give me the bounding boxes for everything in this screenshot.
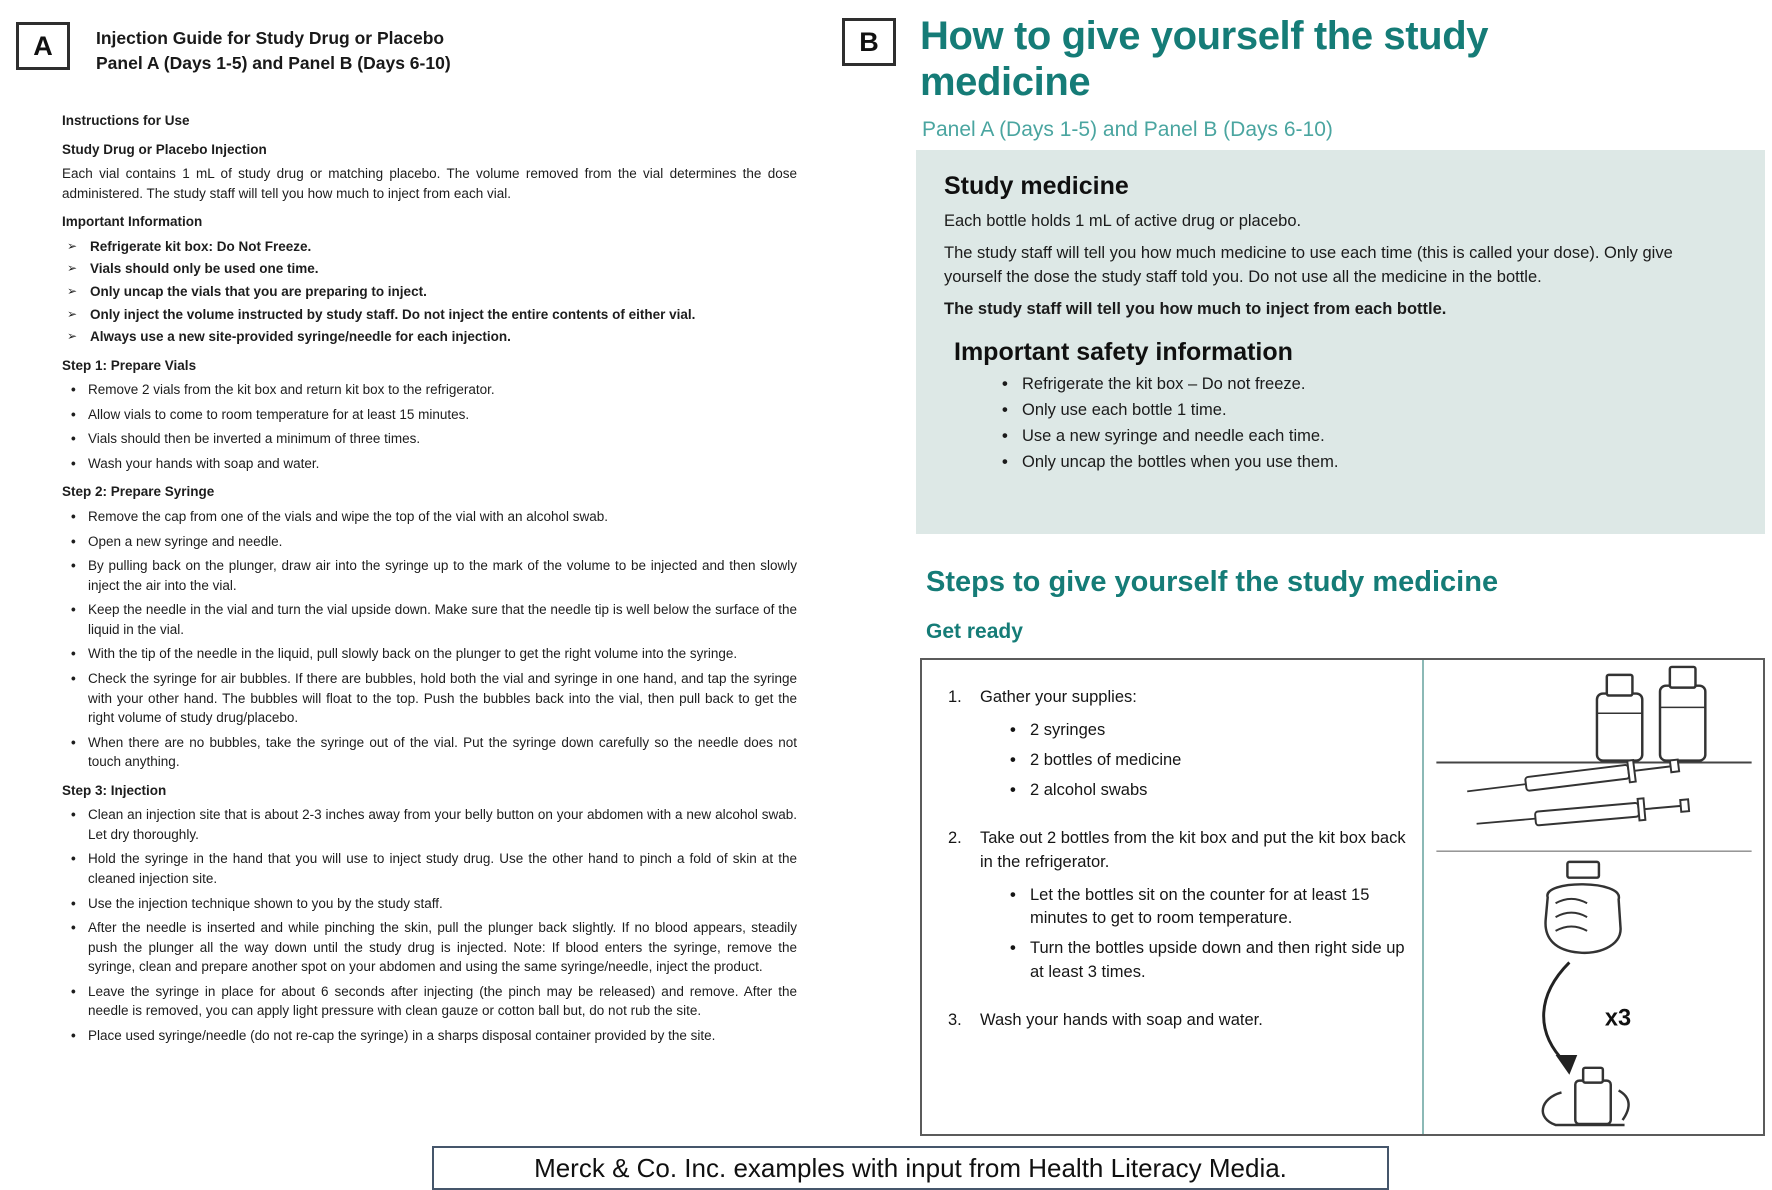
- illustrations: [1424, 660, 1763, 1134]
- study-medicine-p2: The study staff will tell you how much medicine to use each time (this is called your dose). Only give yourself the dose the study staff told you. Do not use all the medicine in the bottle.: [944, 244, 1673, 286]
- list-item: • 2 bottles of medicine: [1010, 749, 1414, 773]
- step2-heading: Step 2: Prepare Syringe: [62, 484, 215, 500]
- list-item: • By pulling back on the plunger, draw air into the syringe up to the mark of the volume to be injected and then slowly inject the air into the vial.: [62, 556, 797, 595]
- injection-heading: Study Drug or Placebo Injection: [62, 141, 267, 157]
- step-number: 1.: [948, 688, 962, 706]
- list-item: • Clean an injection site that is about 2-3 inches away from your belly button on your abdomen with a new alcohol swab. Let dry thoroughly.: [62, 805, 797, 844]
- list-item: • Use a new syringe and needle each time.: [1002, 427, 1737, 446]
- list-item: • When there are no bubbles, take the syringe out of the vial. Put the syringe down carefully so the needle does not touch anything.: [62, 733, 797, 772]
- step-number: 2.: [948, 828, 962, 847]
- study-medicine-info-box: [916, 150, 1765, 534]
- list-item: • Vials should then be inverted a minimum of three times.: [62, 429, 797, 449]
- list-item: • Check the syringe for air bubbles. If there are bubbles, hold both the vial and syringe in one hand, and tap the syringe with your other hand. The bubbles will float to the top. Push the bubbles back into the vial, then pull back to get the right volume of study drug/placebo.: [62, 669, 797, 728]
- panel-a-title: [96, 26, 451, 75]
- list-item: • Open a new syringe and needle.: [62, 532, 797, 552]
- list-item: • With the tip of the needle in the liquid, pull slowly back on the plunger to get the right volume into the syringe.: [62, 644, 797, 664]
- panel-b-label-text: B: [859, 26, 879, 57]
- get-ready-step-2: [948, 827, 1414, 992]
- step3-heading: Step 3: Injection: [62, 782, 167, 798]
- footer-note: [432, 1146, 1389, 1190]
- step-number: 3.: [948, 1011, 962, 1030]
- panel-a-title-line2: Panel A (Days 1-5) and Panel B (Days 6-10): [96, 52, 451, 73]
- step1-heading: Step 1: Prepare Vials: [62, 357, 197, 373]
- step-text: Take out 2 bottles from the kit box and put the kit box back in the refrigerator.: [980, 828, 1406, 871]
- get-ready-step-1: [948, 686, 1414, 809]
- safety-info-list: [944, 375, 1737, 472]
- get-ready-steps: [922, 660, 1422, 1134]
- list-item: • Keep the needle in the vial and turn the vial upside down. Make sure that the needle tip is well below the surface of the liquid in the vial.: [62, 600, 797, 639]
- list-item: ➢ Only inject the volume instructed by study staff. Do not inject the entire contents of either vial.: [62, 305, 797, 325]
- list-item: ➢ Always use a new site-provided syringe/needle for each injection.: [62, 327, 797, 347]
- panel-b-subtitle: Panel A (Days 1-5) and Panel B (Days 6-10): [922, 118, 1333, 141]
- list-item: • Remove the cap from one of the vials and wipe the top of the vial with an alcohol swab.: [62, 507, 797, 527]
- step2-list: [62, 507, 797, 772]
- step1-list: [62, 380, 797, 473]
- list-item: • 2 syringes: [1010, 719, 1414, 743]
- step-sub-list: [980, 719, 1414, 803]
- study-medicine-p1: Each bottle holds 1 mL of active drug or placebo.: [944, 212, 1302, 230]
- list-item: • 2 alcohol swabs: [1010, 779, 1414, 803]
- get-ready-heading: Get ready: [926, 620, 1023, 643]
- get-ready-step-3: [948, 1009, 1414, 1033]
- steps-section-heading: Steps to give yourself the study medicine: [926, 566, 1499, 598]
- panel-a-label: [16, 22, 70, 70]
- repeat-count-label: x3: [1604, 1005, 1631, 1032]
- list-item: • Wash your hands with soap and water.: [62, 454, 797, 474]
- list-item: • Only use each bottle 1 time.: [1002, 401, 1737, 420]
- list-item: ➢ Vials should only be used one time.: [62, 259, 797, 279]
- list-item: • Let the bottles sit on the counter for at least 15 minutes to get to room temperature.: [1010, 884, 1414, 932]
- list-item: • Place used syringe/needle (do not re-cap the syringe) in a sharps disposal container provided by the site.: [62, 1026, 797, 1046]
- list-item: • Only uncap the bottles when you use them.: [1002, 453, 1737, 472]
- supplies-illustration: [1429, 664, 1759, 856]
- important-info-list: [62, 237, 797, 347]
- step3-list: [62, 805, 797, 1045]
- list-item: ➢ Only uncap the vials that you are preparing to inject.: [62, 282, 797, 302]
- panel-b-label: [842, 18, 896, 66]
- step-text: Wash your hands with soap and water.: [980, 1011, 1263, 1030]
- study-medicine-p3: The study staff will tell you how much to inject from each bottle.: [944, 300, 1447, 319]
- step-sub-list: [980, 884, 1414, 986]
- list-item: • Allow vials to come to room temperature for at least 15 minutes.: [62, 405, 797, 425]
- list-item: • After the needle is inserted and while pinching the skin, pull the plunger back slightly. If no blood appears, steadily push the plunger all the way down until the study drug is injected. Note: If blood enters the syringe, remove the syringe, clean and prepare another spot on your abdomen and using the same syringe/needle, inject the product.: [62, 918, 797, 977]
- panel-b-title: How to give yourself the study medicine: [920, 14, 1489, 104]
- list-item: • Refrigerate the kit box – Do not freeze.: [1002, 375, 1737, 394]
- invert-bottle-illustration: [1429, 856, 1759, 1130]
- study-medicine-heading: Study medicine: [944, 172, 1129, 200]
- important-info-heading: Important Information: [62, 214, 203, 230]
- list-item: ➢ Refrigerate kit box: Do Not Freeze.: [62, 237, 797, 257]
- list-item: • Remove 2 vials from the kit box and return kit box to the refrigerator.: [62, 380, 797, 400]
- step-text: Gather your supplies:: [980, 688, 1137, 706]
- list-item: • Turn the bottles upside down and then right side up at least 3 times.: [1010, 937, 1414, 985]
- list-item: • Hold the syringe in the hand that you will use to inject study drug. Use the other hand to pinch a fold of skin at the cleaned injection site.: [62, 849, 797, 888]
- injection-paragraph: Each vial contains 1 mL of study drug or matching placebo. The volume removed from the vial determines the dose administered. The study staff will tell you how much to inject from each vial.: [62, 166, 797, 201]
- instructions-heading: Instructions for Use: [62, 113, 190, 128]
- panel-a-content: [62, 102, 797, 1052]
- list-item: • Leave the syringe in place for about 6 seconds after injecting (the pinch may be released) and remove. After the needle is removed, you can apply light pressure with clean gauze or cotton ball but, do not rub the site.: [62, 982, 797, 1021]
- safety-info-heading: Important safety information: [954, 337, 1293, 366]
- panel-a-title-line1: Injection Guide for Study Drug or Placebo: [96, 28, 445, 48]
- panel-a-label-text: A: [33, 30, 53, 61]
- footer-text: Merck & Co. Inc. examples with input from Health Literacy Media.: [534, 1152, 1287, 1183]
- list-item: • Use the injection technique shown to you by the study staff.: [62, 894, 797, 914]
- get-ready-box: [920, 658, 1765, 1136]
